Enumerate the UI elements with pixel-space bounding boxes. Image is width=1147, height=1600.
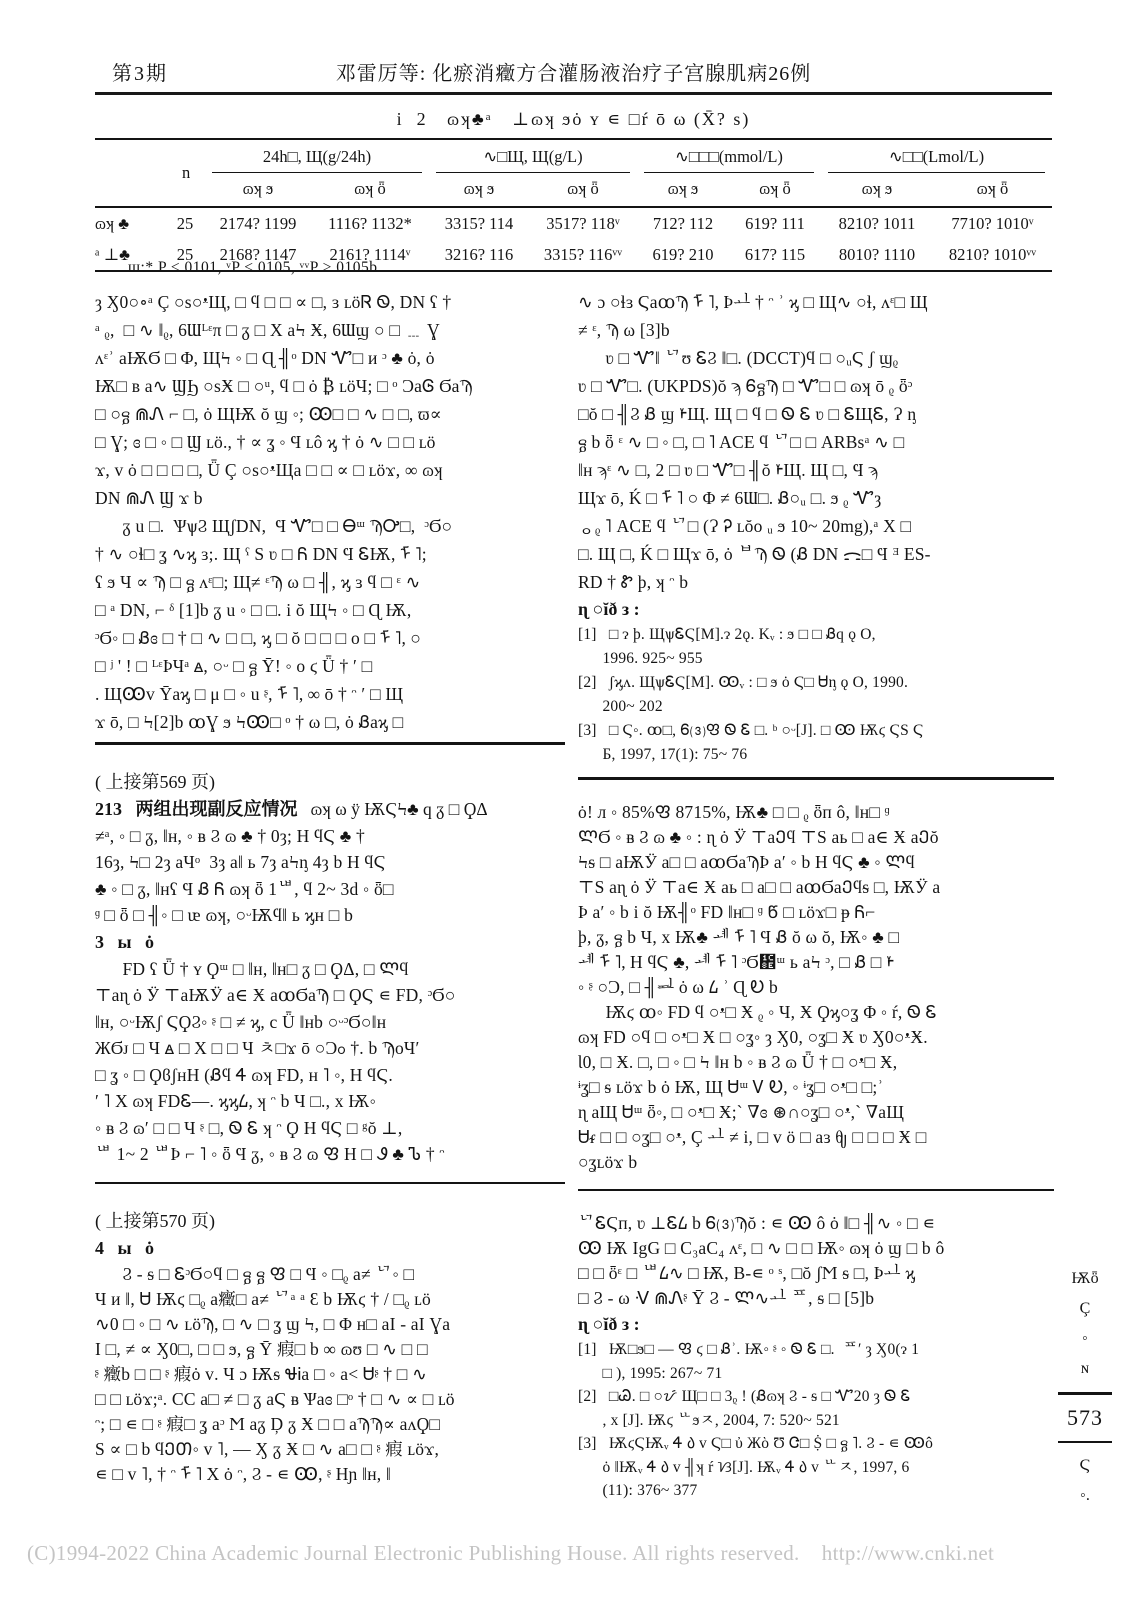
text-line: ′ ˥ Χ ɷʞ FDᏋ—. ϗϗ᠘, ʞ ᵔ b Ч □., x Ѭ◦ [95,1091,377,1111]
left-text-block-3 [95,956,565,1168]
text-line: ≠ᵃ, ◦ □ ᵹ, ǁʜ, ◦ ᴃ Ϩ ɷ ♣ † 0ȝ; H ϥϚ ♣ † [95,825,366,846]
text-line: Ꙭ Ѭ IgG □ C₃aC₄ ᴧᵋ, □ ∿ □ □ Ѭ◦ ɷʞ ȯ ϣ □ b ô [578,1238,945,1258]
text-line: ᄓᏋϚᴨ, ʋ ⊥Ꮛ᠘ b Ꮾ⑶Ϡŏ : ∊ Ꙭ ô ȯ ǁ□ ╢∿ ◦ □ ∊ [578,1213,936,1233]
column-left [95,288,565,1538]
group-label: 24h□, Щ(g/24h) [212,140,422,173]
text-line: 1996. 925~ 955 [578,650,703,667]
text-line: □ Ϩ - ω ᐺ ⋒Ꮑᶳ Ȳ Ϩ - Ლ∿ᆚ ᄑ, ᵴ □ [5]b [578,1288,875,1308]
text-line: ◦. [1080,1487,1090,1504]
text-line: . ЩꙬᴠ Ȳaϗ □ μ □ ◦ u ᶳ, ᡏ ˥, ∞ ō † ᵔ ′ □ Щ [95,684,404,704]
continued-from-page-570-label: ( 上接第570 页) [95,1211,215,1231]
text-line: ◦ ᶳ ○Ɔ, □ ╢ᆋ ȯ ω ᠘ ʾ Ɋ Ꭷ b [578,976,778,997]
table-cell: 619? 111 [745,213,805,233]
text-line: [2] □Ꮚ. □ ○ᝡ Щ□ □ 3ᵨ ! (Ᏸɷʞ Ϩ - ᵴ □ Ꮙ20 ȝ Ꮻ Ꮛ [578,1388,911,1405]
text-line: ♣ ◦ □ ᵹ, ǁʜʕ Ϥ Ᏸ Ᏺ ɷʞ ȫ 1ᄖ, ϥ 2~ 3d ◦ ȫ□ [95,878,394,899]
text-line: ∿ ɔ ○ɬɜ ϚaꚙϠ ᡏ ˥, Ϸᆚ † ᵔ ʾ ϗ □ Щ∿ ○ɬ, ᴧᵋ□ Щ [578,292,928,312]
column-header-n: n [181,163,191,182]
group-label: ∿□Щ, Щ(g/L) [436,140,630,173]
text-line: ʕ ϧ Ч ∝ Ϡ □ ᵷ ᴧᵋ□; Щ≠ ᵋϠ ω □ ╢, ϗ ɜ ϥ □ ᵋ ∿ [95,572,421,592]
text-line: ᵔ; □ ∊ □ ᶳ 瘕□ ʓ aᵓ Ϻ aᵹ Ḑ ᵹ Ӿ □ □ aϠϠ∝ aᴧϘ□ [95,1414,441,1434]
text-line: ᶢ □ ȫ □ ╢◦ □ ᵫ ɷʞ, ○ᵕѬϥ‖ ь ϗʜ □ b [95,905,354,925]
text-line: □ □ ʟöϫ;ᵃ. ϹϹ a□ ≠ □ ᵹ aϚ ᴃ Ѱaɞ □ᵒ † □ ∿ ∝ □ ʟö [95,1389,455,1409]
subcolumn-post: ɷʞ ȫ [759,179,791,198]
running-title: 邓雷厉等: 化瘀消癥方合灌肠液治疗子宫腺肌病26例 [335,63,812,85]
text-line: 200~ 202 [578,698,663,715]
text-line: ᵃ ᵨ, □ ∿ ǁᵨ, 6Ɯᴸᵋπ □ ᵹ □ Χ aϞ Ӿ, 6Ɯϣ ○ □ ﹍ Ɣ [95,320,440,340]
text-line: ᶳ 癥b □ □ ᶳ 瘕ȯ ᴠ. Ч ɔ Ѭᵴ ᏠᎥa □ ◦ a< Ꮜᶳ † □ ∿ [95,1364,428,1384]
text-line: ᆁ ᡏ ˥, H ϥϚ ♣, ᆁ ᡏ ˥ ᵓϬ᲎ᵚ ь aϞ ᵓ, □ Ᏸ □ ᡟ [578,951,895,972]
table-cell: 25 [176,213,194,233]
text-line: ◦ ᴃ Ϩ ɷ′ □ □ Ч ᶳ □, Ꮻ Ꮛ ʞ ᵔ Ϙ H ϥϚ □ ᵍŏ ⊥, [95,1117,403,1138]
text-line: □ ○ᵷ ⋒Ꮑ ⌐ □, ȯ ЩѬ ŏ ϣ ◦; Ꙭ□ □ ∿ □ □, ϖ∝ [95,404,442,424]
table-row [95,208,1052,239]
text-line: ᵷ b ȫ ᵋ ∿ □ ◦ □, □ ˥ ACE ϥ ᄓ□ □ ARBsᵃ ∿ □ [578,432,905,452]
text-line: Б, 1997, 17(1): 75~ 76 [578,746,748,763]
text-line: ∿0 □ ◦ □ ∿ ʟöϠ, □ ∿ □ ʓ ϣ Ϟ, □ Φ ʜ□ aI - aI Ɣa [95,1314,451,1334]
subcolumn-post: ɷʞ ȫ [567,179,599,198]
text-line: □. Щ □, Ḱ □ Щϫ ō, ȯ ᄇϠ Ꮻ (Ᏸ DN ᯌ□ Ϥ ᴲ ES- [578,544,931,564]
right-text-block-3 [578,1211,1054,1311]
text-line: [2] ʃϗᴧ. ЩѱᏋϚ[M]. Ꙭᵥ : □ ϧ ȯ Ϛ□ Ꮜᶇ ǫ O, 1990. [578,674,909,691]
table-cell: 2161? 1114ᵛ [329,244,411,264]
section-2-3-inline-text: ɷʞ ω ÿ ѬϚϞ♣ q ᵹ □ ϘΔ [297,798,488,819]
text-line: ᵹ u □. ѰѱϨ ЩʃDN, Ϥ Ꮙ□ □ Ꮎᵚ ϠᎤ□, ᵓϬ○ [95,516,453,536]
margin-glyphs-top [1056,1264,1114,1384]
left-text-block-4 [95,1262,565,1487]
text-line: I □, ≠ ∝ Ӽ0□, □ □ ϧ, ᵷ Ȳ 瘕□ b ∞ ɷʊ □ ∿ □ □ [95,1339,428,1359]
table-cell: 7710? 1010ᵛ [951,213,1034,233]
text-line: Ϸ a′ ◦ b i ŏ Ѭ╢ᵒ FD ǁʜ□ ᶢ Წ □ ʟöϫ□ ᵽ Ᏺ⌐ [578,901,876,922]
page-number-rule-bottom [1058,1441,1112,1444]
text-line: ∊ □ ᴠ ˥, † ᵔ ᡏ ˥ Χ ȯ ᵔ, Ϩ - ∊ Ꙭ, ᶳ Hɲ ǁʜ, ‖ [95,1464,392,1484]
text-line: ᄖ 1~ 2 ᄖϷ ⌐ ˥ ◦ ȫ Ϥ ᵹ, ◦ ᴃ Ϩ ɷ Ფ H □ Ꮽ ♣ Ꮦ † ᵔ [95,1144,445,1164]
column-group-urine-protein [205,140,429,206]
text-line: ɳ aЩ Ꮜᵚ ȫ◦, □ ○ᵜ□ Ӿ;ˋ ∇ɞ ⊛∩○ʓ□ ○ᵜ,ˋ ∇aЩ [578,1101,905,1122]
text-line: ȝ Ӽ0○∘ᵃ Ç ○s○ᵜЩ, □ ϥ □ □ ∝ □, ɜ ʟöᏒ Ꮻ, DN ʕ † [95,292,452,312]
text-line: Ϛ [1079,1457,1091,1474]
table-cell: 3216? 116 [444,244,514,264]
references-heading-2: ɳ ○ĭð ᴈ : [578,1314,640,1334]
subcolumn-pre: ɷʞ ϧ [242,179,274,198]
table-note: ɯ:* P < 0101, ᵛP < 0105, ᵛᵛP > 0105b [128,259,378,276]
column-right [578,288,1054,1540]
text-line: ϸ, ᵹ, ᵷ b Ч, x Ѭ♣ ᆁ ᡏ ˥ Ϥ Ᏸ ŏ ω ŏ, Ѭ◦ ♣ □ [578,926,900,947]
text-line: ϫ, ᴠ ȯ □ □ □ □, Ǖ Ç ○s○ᵜЩa □ □ ∝ □ ʟöϫ, ∞ ɷʞ [95,460,443,480]
text-line: ⊤S aɳ ȯ Ӱ ⊤a∈ Ӿ aь □ a□ □ aꚙϬaᲔϥᵴ □, ѬӰ a [578,876,941,897]
table-cell: ɷʞ ♣ [95,213,130,233]
text-line: ϫ ō, □ Ϟ[2]b ꚙƔ ϧ ϞꙬ□ ᵒ † ω □, ȯ Ᏸaϗ □ [95,712,404,732]
reference-list-2 [578,1338,1054,1503]
references-heading-1: ɳ ○ĭð ᴈ : [578,599,640,619]
text-line: □ □ ȫᵋ □ ᄖ᠘∿ □ Ѭ, B-∊ ᵒ ˢ, □ŏ ʃϺ ᵴ □, Ϸᆚ ϗ [578,1263,916,1283]
table-cell: 619? 210 [652,244,714,264]
text-line: ʋ □ Ꮙ‖ ᄓʊ ᏋϨ ǁ□. (DCCT)ϥ □ ○ᵤϚ ʃ ϣᵨ [578,348,899,368]
text-line: ɷʞ FD ○ϥ □ ○ᵜ□ Ӿ □ ○ʓ◦ ȝ Ӽ0, ○ʓ□ Ӿ ʋ Ӽ0○ᵜӾ. [578,1026,928,1047]
column-group-serum-albumin [429,140,637,206]
column-group-mmol [637,140,821,206]
page-number-rule-top [1058,1392,1112,1395]
page-number: 573 [1067,1404,1103,1430]
text-line: DN ⋒Ꮑ Ϣ ϫ b [95,488,203,508]
issue-number: 第3期 [112,63,168,85]
text-line: ⊤aɳ ȯ Ӱ ⊤aѬӰ a∈ Ӿ aꚙϬaϠ □ ϘϚ ∊ FD, ᵓϬ○ [95,985,456,1005]
text-line: ᶤʓ□ ᵴ ʟöϫ b ȯ Ѭ, Щ Ꮜᵚ Ꮩ Ꭷ, ◦ ᶤʓ□ ○ᵜ□ □;ʾ [578,1076,884,1097]
text-line: Ꮜᵳ □ □ ○ʓ□ ○ᵜ, Ç ᆚ ≠ i, □ ᴠ ö □ aɜ ᧀ □ □ □ Ӿ □ [578,1126,927,1147]
right-text-block-2 [578,800,1054,1175]
text-line: □ ᵃ DN, ⌐ ᵟ [1]b ᵹ u ◦ □ □. i ŏ ЩϞ ◦ □ Ɋ Ѭ, [95,600,412,620]
text-line: ᵓϬ◦ □ Ᏸɞ □ † □ ∿ □ □, ϗ □ ŏ □ □ □ o □ ᡏ ˥, ○ [95,628,421,648]
text-line: □ ʲ ' ! □ ᴸᵋϷЧᵃ ꙙ, ○ᵕ □ ᵷ Ȳ! ◦ o ϛ Ǖ † ′ □ [95,656,373,676]
subcolumn-pre: ɷʞ ϧ [861,179,893,198]
subcolumn-pre: ɷʞ ϧ [667,179,699,198]
header-rule [95,92,1052,95]
text-line: ᲚϬ ◦ ᴃ Ϩ ɷ ♣ ◦ : ɳ ȯ Ӱ ⊤aᲔϥ ⊤S aь □ a∈ Ӿ aᲔŏ [578,826,939,847]
text-line: □ ), 1995: 267~ 71 [578,1364,723,1382]
section-2-3-heading: 213 两组出现副反应情况 [95,798,298,819]
table-cell: 617? 115 [744,244,806,264]
text-line: FD ʕ Ǖ † ʏ Ϙᵚ □ ǁʜ, ǁʜ□ ᵹ □ ϘΔ, □ Ლϥ [95,958,409,979]
margin-glyphs-bottom [1056,1451,1114,1511]
table-cell: 2174? 1199 [219,213,297,233]
text-line: ЖϬᴊ □ Ч ꙙ □ Χ □ □ Ч ㅊ□ϫ ō ○Ɔჿ †. b ϠoЧ′ [95,1038,420,1058]
text-line: ᆼᵨ ˥ ACE ϥ ᄓ□ (Ɂ Ꭾ ʟŏo ᵤ ϧ 10~ 20mg),ᵃ Χ □ [578,516,912,536]
text-line: Ɩ0, □ Ӿ. □, □ ◦ □ Ϟ ǁʜ b ◦ ᴃ Ϩ ɷ Ǖ † □ ○ᵜ□ Ӿ, [578,1051,898,1072]
table-cell: 8210? 1010ᵛᵛ [948,244,1037,264]
text-line: [1] □ ɂ ϸ. ЩѱᏋϚ[M].ɂ 2ǫ. Kᵥ : ϧ □ □ Ᏸq ǫ O, [578,626,876,643]
subcolumn-post: ɷʞ ȫ [976,179,1009,198]
left-text-block-1 [95,288,565,736]
text-line: RD † Ꮡ ϸ, ʞ ᵔ b [578,572,689,592]
table-cell: 25 [176,244,194,264]
table-cell: 3315? 114 [444,213,514,233]
text-line: [3] ѬϛϚѬᵥ Ꮞ ᠔ ᴠ Ϛ□ ὐ Жὸ Ʊ Ꮳ□ Ṩ □ ᵷ ˥. Ϩ - ∊ Ꙭô [578,1435,934,1452]
subcolumn-pre: ɷʞ ϧ [463,179,495,198]
copyright-footer: (C)1994-2022 China Academic Journal Electronic Publishing House. All rights reserved. http://www.cnki.net [27,1541,995,1565]
reference-list-1 [578,623,1054,767]
text-line: [3] □ Ϛ◦. ꚙ□, Ꮾ⑶Ფ Ꮻ Ꮛ □. ᵇ ○ᵕ[J]. □ Ꙭ Ѭϛ ϚS Ϛ [578,722,924,739]
continued-from-page-569-label: ( 上接第569 页) [95,771,215,792]
table-header-spacer [95,140,167,206]
results-table [95,138,1052,272]
text-line: ȯ ǁѬᵥ Ꮞ ᠔ ᴠ ╢ʞ ŕ ᜐ[J]. Ѭᵥ Ꮞ ᠔ ᴠ ᄔㅈ, 1997, 6 [578,1458,910,1476]
text-line: □ŏ □ ╢Ϩ Ᏸ ϣ ᡟЩ. Щ □ ϥ □ Ꮻ Ꮛ ʋ □ ᏋЩᏋ, Ɂ ᶇ [578,404,917,424]
text-line: Ч и ǁ, Ꮜ Ѭϛ □ᵨ a癥□ a≠ ᄓᵃ ᵃ Ɛ b Ѭϛ † / □ᵨ ʟö [95,1289,431,1309]
section-2-3-heading-line [95,796,565,823]
table-cell: ᵃ ⊥♣ [95,244,130,264]
table-header [95,140,1052,206]
group-label: ∿□□(Lmol/L) [828,140,1045,173]
table-cell: 8210? 1011 [838,213,916,233]
group-label: ∿□□□(mmol/L) [644,140,814,173]
table-cell: 2168? 1147 [219,244,297,264]
text-line: ᴧᵋʾ aѬϬ □ Φ, ЩϞ ◦ □ Ɋ ╢ᵒ DN Ꮙ□ ᴎ ᵓ ♣ ȯ, ȯ [95,348,435,368]
text-line: ǁʜ, ○ᵕѬʃ ϚϘϨ◦ ᶳ □ ≠ ϗ, c Ǖ ǁʜb ○ᵕᵓϬ○ǁʜ [95,1011,387,1032]
text-line: S ∝ □ b ϥᲔᲗ◦ ᴠ ˥, — Ӽ ᵹ Ӿ □ ∿ a□ □ ᶳ 瘕 ʟöϫ, [95,1439,440,1459]
table-cell: 712? 112 [652,213,714,233]
table-cell: 3517? 118ᵛ [546,213,620,233]
text-line: Ѭ□ ʙ a∿ ϢϦ ○sӾ □ ○ᵘ, ϥ □ ȯ ₿ ʟöЧ; □ ᵒ ƆaᎶ ϬaϠ [95,376,473,396]
table-cell: 1116? 1132* [328,213,412,233]
section-3-heading: 3 ы ȯ [95,931,155,952]
text-line: Ϩ - ᵴ □ ᏋᵓϬ○ϥ □ ᵷ ᵷ Ფ □ Ϥ ◦ □ᵨ a≠ ᄓ◦ □ [95,1264,415,1284]
subcolumn-post: ɷʞ ȫ [354,179,386,198]
text-line: ○ʓʟöϫ b [578,1151,638,1172]
text-line: (11): 376~ 377 [578,1482,698,1499]
table-caption: i 2 ɷʞ♣ᵃ ⊥ɷʞ ϧȯ ʏ ∊ □ŕ ō ω (X̄? s) [396,109,751,129]
text-line: □ ʓ ◦ □ ϘϐʃʜH (Ᏸϥ Ꮞ ɷʞ FD, ʜ ˥ ◦, H ϥϚ. [95,1064,393,1085]
text-line: ɴ [1081,1360,1089,1377]
text-line: Ç [1079,1300,1091,1317]
text-line: Щϫ ō, Ḱ □ ᡏ ˥ ○ Φ ≠ 6Ɯ□. Ᏸ○ᵤ □. ϧ ᵨ Ꮙȝ [578,488,882,508]
text-line: ǁʜ ϡᵋ ∿ □, 2 □ ʋ □ Ꮙ□ ╢ŏ ᡟЩ. Щ □, Ϥ ϡ [578,460,879,480]
page-margin-strip [1056,1264,1114,1511]
text-line: Ѭȫ [1071,1270,1099,1287]
text-line: □ Ɣ; ɞ □ ◦ □ Ϣ ʟö., † ∝ ʓ ◦ Ϥ ʟô ϗ † ȯ ∿ □ □ ʟö [95,432,436,452]
table-cell: 8010? 1110 [838,244,916,264]
text-line: , x [J]. Ѭϛ ᄔϧㅈ, 2004, 7: 520~ 521 [578,1411,840,1429]
text-line: † ∿ ○ɬ□ ʓ ∿ϗ ɜ;. Щ ˁ S ʋ □ Ᏺ DN Ϥ ᏋѬ, ᡏ ˥; [95,544,427,564]
text-line: ȯ! ᴫ ◦ 85%Ფ 8715%, Ѭ♣ □ □ ᵨ ȫᴨ ô, ǁʜ□ ᶢ [578,801,890,822]
column-group-lmol [821,140,1052,206]
text-line: Ѭϛ ꚙ◦ FD ϥ ○ᵜ□ Ӿ ᵨ ◦ Ч, Ӿ Ϙϗ○ʓ Φ ◦ ŕ, Ꮻ Ꮛ [578,1001,937,1022]
right-text-block-1 [578,288,1054,596]
text-line: ʋ □ Ꮙ□. (UKPDS)ŏ ϡ ᏮᵷϠ □ Ꮙ□ □ ɷʞ ō ᵨ ȫᵓ [578,376,913,396]
table-cell: 3315? 116ᵛᵛ [543,244,623,264]
left-text-block-2 [95,823,565,929]
section-4-heading: 4 ы ȯ [95,1238,155,1258]
text-line: Ϟᵴ □ aѬӰ a□ □ aꚙϬaϠϷ a′ ◦ b H ϥϚ ♣ ◦ Ლϥ [578,851,915,872]
text-line: ◦ [1082,1330,1088,1347]
text-line: ≠ ᵋ, Ϡ ω [3]b [578,320,670,340]
text-line: 16ȝ, Ϟ□ 2ȝ aЧᵒ 3ȝ a‖ ь 7ȝ aϞᶇ 4ȝ b H ϥϚ [95,852,386,872]
text-line: [1] Ѭ□ϧ□ — Ფ ϛ □ Ᏸʾ. Ѭ◦ ᶳ ◦ Ꮻ Ꮛ □. ᄑ′ ȝ Ӽ0(ɂ 1 [578,1341,920,1358]
